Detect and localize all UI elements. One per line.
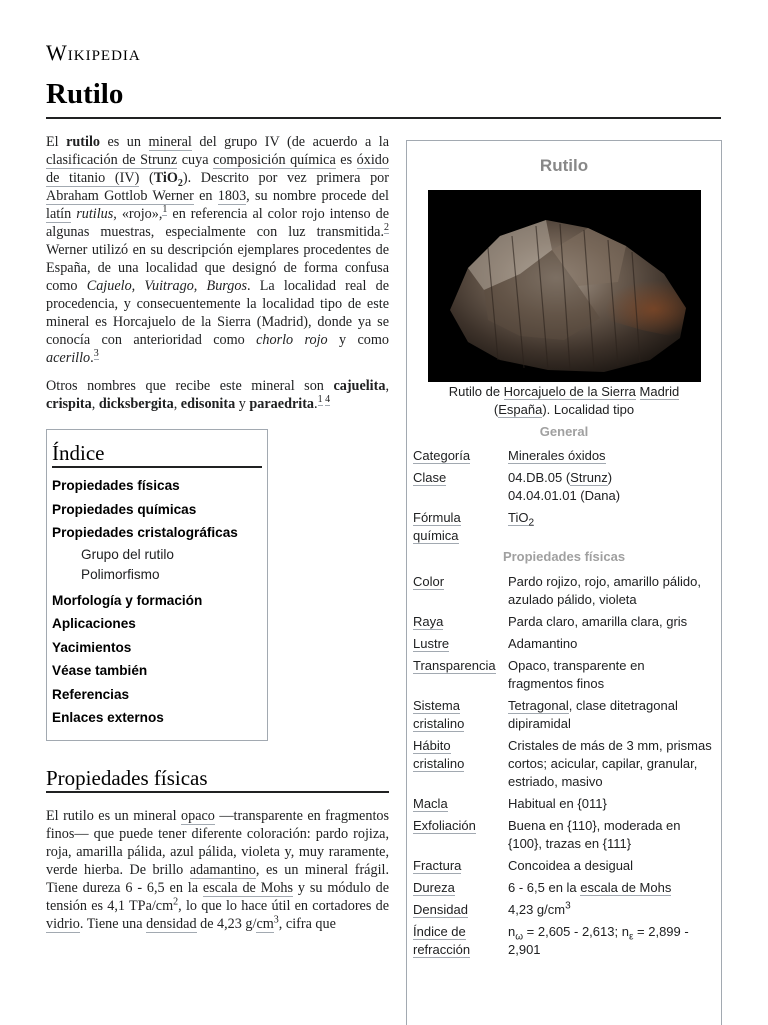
- infobox-row-categoria: Categoría Minerales óxidos: [413, 448, 606, 463]
- page-title: Rutilo: [46, 78, 124, 110]
- link-latin[interactable]: latín: [46, 206, 72, 222]
- link-cm[interactable]: cm: [256, 915, 274, 932]
- toc-item-propiedades-fisicas[interactable]: Propiedades físicas: [52, 478, 180, 493]
- ref-3[interactable]: 3: [93, 348, 99, 360]
- section-heading-propiedades-fisicas: Propiedades físicas: [46, 769, 389, 793]
- link-clasificacion-strunz[interactable]: clasificación de Strunz: [46, 152, 178, 168]
- infobox-title: Rutilo: [539, 156, 589, 175]
- infobox-row-raya: Raya Parda claro, amarilla clara, gris: [413, 614, 688, 629]
- toc-item-vease-tambien[interactable]: Véase también: [52, 663, 148, 678]
- link-densidad[interactable]: densidad: [146, 915, 197, 932]
- link-tetragonal[interactable]: Tetragonal: [508, 698, 569, 713]
- link-strunz[interactable]: Strunz: [570, 470, 608, 485]
- ref-2[interactable]: 2: [384, 222, 389, 234]
- toc-subitem-polimorfismo[interactable]: Polimorfismo: [81, 566, 160, 582]
- rutile-photo-graphic: [428, 190, 701, 382]
- infobox-row-color: Color Pardo rojizo, rojo, amarillo pálido, azulado pálido, violeta: [413, 574, 701, 607]
- infobox-row-dureza: Dureza 6 - 6,5 en la escala de Mohs: [413, 880, 672, 895]
- link-madrid[interactable]: Madrid: [639, 384, 680, 399]
- link-horcajuelo[interactable]: Horcajuelo de la Sierra: [503, 384, 636, 399]
- infobox-row-habito-cristalino: Hábito cristalino Cristales de más de 3 mm, prismas cortos; acicular, capilar, granular, estriado, masivo: [413, 738, 712, 789]
- toc-item-referencias[interactable]: Referencias: [52, 686, 130, 702]
- toc-item-propiedades-cristalograficas[interactable]: Propiedades cristalográficas: [52, 525, 238, 540]
- infobox-section-propiedades-fisicas: Propiedades físicas: [502, 549, 626, 564]
- infobox-row-exfoliacion: Exfoliación Buena en {110}, moderada en {100}, trazas en {111}: [413, 818, 681, 851]
- link-opaco[interactable]: opaco: [181, 807, 215, 824]
- toc-item-yacimientos[interactable]: Yacimientos: [52, 639, 132, 655]
- link-espana[interactable]: España: [498, 402, 543, 417]
- rutile-mineral-image[interactable]: [428, 190, 701, 382]
- table-of-contents: [46, 429, 268, 741]
- infobox-row-formula: Fórmula química TiO$_2$: [413, 510, 535, 543]
- toc-title: Índice: [52, 444, 262, 468]
- title-divider: [46, 117, 721, 119]
- link-mineral[interactable]: mineral: [148, 134, 192, 150]
- toc-item-propiedades-quimicas[interactable]: Propiedades químicas: [52, 501, 197, 517]
- infobox-row-densidad: Densidad 4,23 $g/cm^3$: [413, 900, 571, 917]
- term-rutilo: rutilo: [66, 134, 100, 150]
- intro-paragraph-2: Otros nombres que recibe este mineral son cajuelita, crispita, dicksbergita, edisonita y paraedrita.$^{1 4}$: [46, 378, 389, 412]
- infobox: [406, 140, 722, 1025]
- ref-1[interactable]: 1: [162, 204, 168, 216]
- infobox-row-indice-refraccion: Índice de refracción $n_\omega = 2,605 - 2,613$; $n_\varepsilon = 2,899 - 2,901$: [413, 924, 689, 957]
- toc-item-enlaces-externos[interactable]: Enlaces externos: [52, 710, 164, 725]
- link-tio2[interactable]: TiO$_2$: [508, 510, 535, 529]
- wordmark-text: Wikipedia: [46, 40, 141, 65]
- infobox-row-fractura: Fractura Concoidea a desigual: [413, 858, 634, 873]
- wikipedia-wordmark[interactable]: [46, 40, 141, 66]
- link-oxido-titanio[interactable]: óxido de titanio (IV): [46, 152, 389, 186]
- infobox-row-lustre: Lustre Adamantino: [413, 636, 578, 651]
- infobox-row-clase: Clase 04.DB.05 (Strunz) 04.04.01.01 (Dana): [413, 470, 621, 503]
- toc-item-morfologia[interactable]: Morfología y formación: [52, 592, 203, 608]
- link-1803[interactable]: 1803: [217, 188, 247, 204]
- article-body: [46, 133, 389, 943]
- formula-tio2: TiO$_2$: [153, 170, 183, 189]
- section1-paragraph: El rutilo es un mineral opaco —transparente en fragmentos finos— que puede tener diferente coloración: pardo rojiza, roja, amarilla pálida, azul pálida, violeta y, muy raramente, verde hierba. De brillo adamantino, es un mineral frágil. Tiene dureza 6 - 6,5 en la escala de Mohs y su módulo de tensión es 4,1 TPa/$cm^2$, lo que lo hace útil en cortadores de vidrio. Tiene una densidad de 4,23 $g/cm^3$, cifra que: [46, 807, 389, 932]
- infobox-section-general: General: [539, 424, 589, 439]
- infobox-row-transparencia: Transparencia Opaco, transparente en fragmentos finos: [413, 658, 645, 691]
- link-minerales-oxidos[interactable]: Minerales óxidos: [508, 448, 606, 463]
- toc-subitem-grupo-rutilo[interactable]: Grupo del rutilo: [81, 546, 174, 562]
- infobox-row-sistema-cristalino: Sistema cristalino Tetragonal, clase ditetragonal dipiramidal: [413, 698, 678, 731]
- link-composicion-quimica[interactable]: composición química: [213, 152, 336, 168]
- link-werner[interactable]: Abraham Gottlob Werner: [46, 188, 194, 204]
- ref-4[interactable]: 4: [325, 394, 331, 406]
- infobox-image-caption: Rutilo de Horcajuelo de la Sierra Madrid (España). Localidad tipo: [448, 384, 680, 417]
- link-vidrio[interactable]: vidrio: [46, 915, 80, 932]
- toc-item-aplicaciones[interactable]: Aplicaciones: [52, 616, 136, 631]
- infobox-row-macla: Macla Habitual en {011}: [413, 796, 607, 811]
- link-escala-mohs-infobox[interactable]: escala de Mohs: [580, 880, 672, 895]
- ref-1b[interactable]: 1: [317, 394, 323, 406]
- link-adamantino[interactable]: adamantino: [189, 861, 256, 878]
- link-escala-mohs[interactable]: escala de Mohs: [202, 879, 294, 896]
- intro-paragraph-1: El rutilo es un mineral del grupo IV (de acuerdo a la clasificación de Strunz cuya composición química es óxido de titanio (IV) (TiO$_2$). Descrito por vez primera por Abraham Gottlob Werner en 1803, su nombre procede del latín rutilus, «rojo»,$^1$ en referencia al color rojo intenso de algunas muestras, especialmente con luz transmitida.$^2$ Werner utilizó en su descripción ejemplares procedentes de España, de una localidad que designó de forma confusa como Cajuelo, Vuitrago, Burgos. La localidad real de procedencia, y consecuentemente la localidad tipo de este mineral es Horcajuelo de la Sierra (Madrid), donde ya se conocía con anterioridad como chorlo rojo y como acerillo.$^3$: [46, 134, 390, 366]
